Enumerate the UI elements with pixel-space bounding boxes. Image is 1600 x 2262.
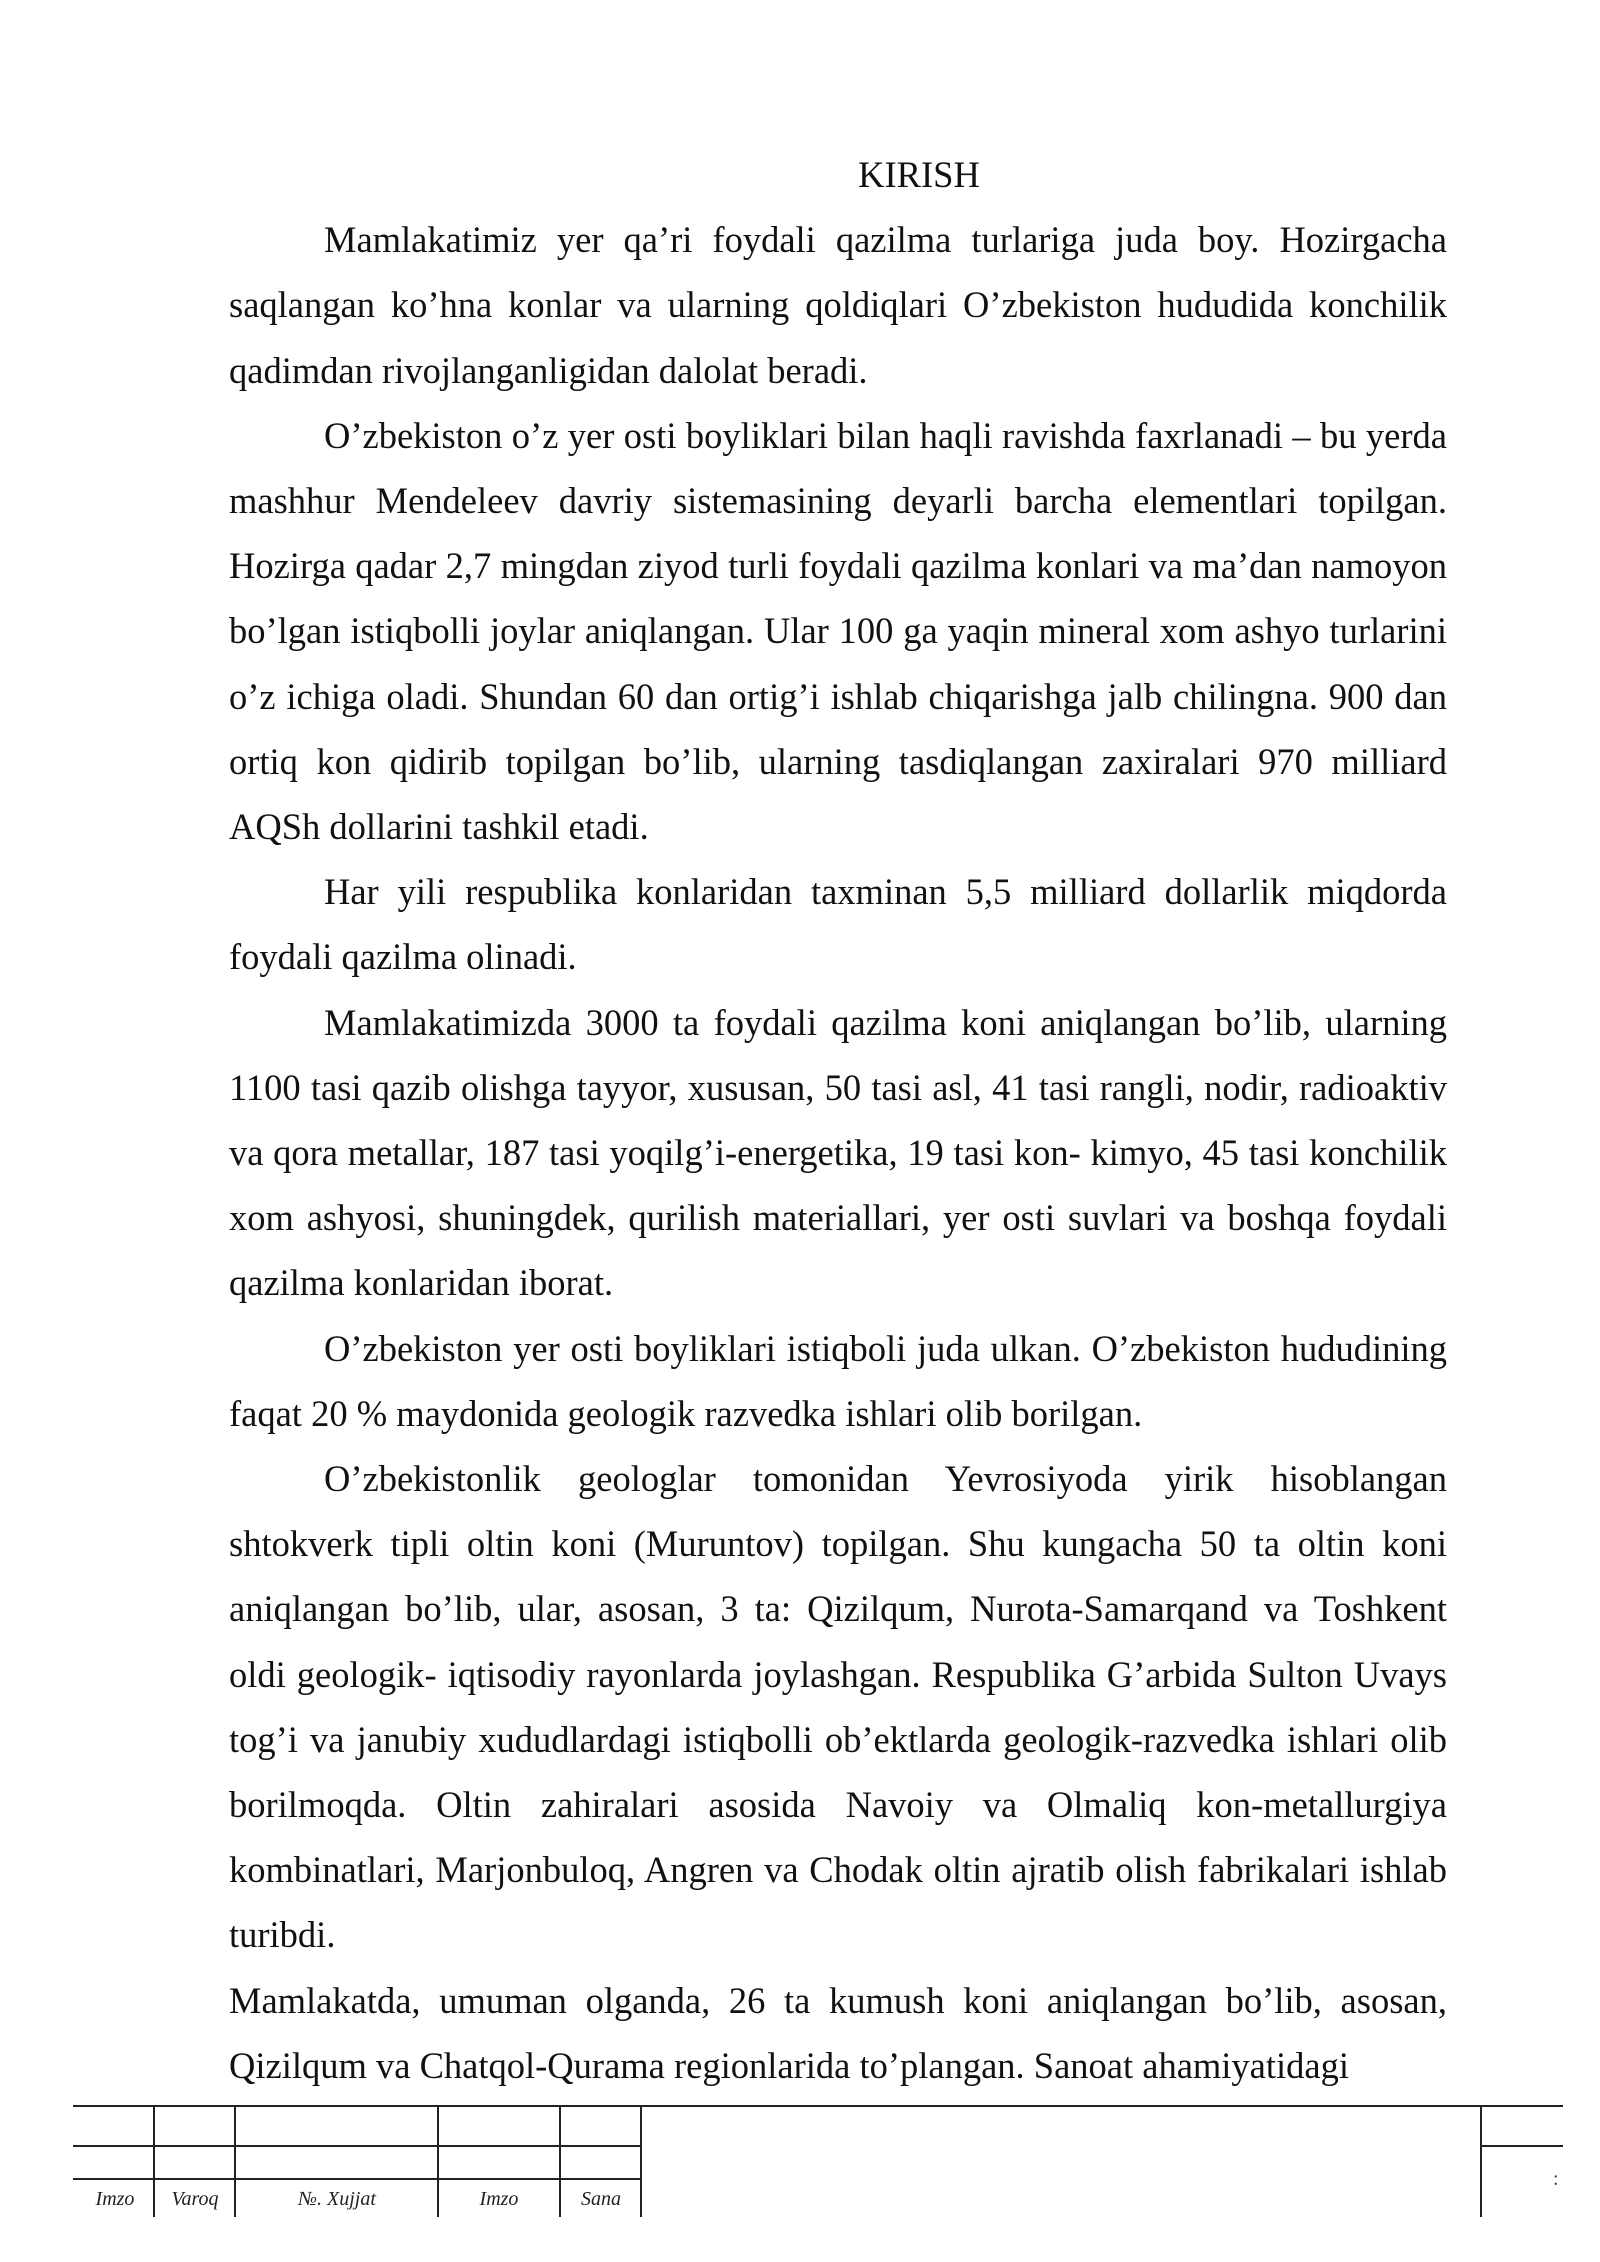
paragraph-1: Mamlakatimiz yer qa’ri foydali qazilma turlariga juda boy. Hozirgacha saqlangan ko’hna konlar va ularning qoldiqlari O’zbekiston hududida konchilik qadimdan rivojlanganligidan dalolat beradi. bbox=[229, 219, 1447, 391]
stamp-row-line-2 bbox=[73, 2178, 641, 2180]
stamp-col-line-2 bbox=[234, 2105, 236, 2217]
stamp-label-imzo: Imzo bbox=[95, 2188, 135, 2210]
paragraph-2: O’zbekiston o’z yer osti boyliklari bilan haqli ravishda faxrlanadi – bu yerda mashhur Mendeleev davriy sistemasining deyarli barcha elementlari topilgan. Hozirga qadar 2,7 mingdan ziyod turli foydali qazilma konlari va ma’dan namoyon bo’lgan istiqbolli joylar aniqlangan. Ular 100 ga yaqin mineral xom ashyo turlarini o’z ichiga oladi. Shundan 60 dan ortig’i ishlab chiqarishga jalb chilingna. 900 dan ortiq kon qidirib topilgan bo’lib, ularning tasdiqlangan zaxiralari 970 milliard AQSh dollarini tashkil etadi. bbox=[229, 414, 1447, 848]
document-body bbox=[229, 142, 1447, 2098]
stamp-label-varoq: Varoq bbox=[171, 2188, 219, 2210]
paragraph-4: Mamlakatimizda 3000 ta foydali qazilma koni aniqlangan bo’lib, ularning 1100 tasi qazib olishga tayyor, xususan, 50 tasi asl, 41 tasi rangli, nodir, radioaktiv va qora metallar, 187 tasi yoqilg’i-energetika, 19 tasi kon- kimyo, 45 tasi konchilik xom ashyosi, shuningdek, qurilish materiallari, yer osti suvlari va boshqa foydali qazilma konlaridan iborat. bbox=[229, 1001, 1447, 1304]
stamp-col-line-3 bbox=[437, 2105, 439, 2217]
stamp-col-line-4 bbox=[559, 2105, 561, 2217]
stamp-col-line-1 bbox=[153, 2105, 155, 2217]
page-title: KIRISH bbox=[858, 154, 980, 195]
stamp-row-line-1 bbox=[73, 2145, 641, 2147]
stamp-top-line bbox=[73, 2105, 1563, 2107]
stamp-label-sana: Sana bbox=[581, 2188, 621, 2210]
stamp-col-line-6 bbox=[1480, 2105, 1482, 2217]
paragraph-7: Mamlakatda, umuman olganda, 26 ta kumush koni aniqlangan bo’lib, asosan, Qizilqum va Chatqol-Qurama regionlarida to’plangan. Sanoat ahamiyatidagi bbox=[229, 1979, 1447, 2086]
paragraph-3: Har yili respublika konlaridan taxminan 5,5 milliard dollarlik miqdorda foydali qazilma olinadi. bbox=[229, 871, 1447, 978]
stamp-page-cell-line bbox=[1481, 2145, 1563, 2147]
stamp-label-hujjat: №. Xujjat bbox=[298, 2188, 376, 2210]
paragraph-6: O’zbekistonlik geologlar tomonidan Yevrosiyoda yirik hisoblangan shtokverk tipli oltin koni (Muruntov) topilgan. Shu kungacha 50 ta oltin koni aniqlangan bo’lib, ular, asosan, 3 ta: Qizilqum, Nurota-Samarqand va Toshkent oldi geologik- iqtisodiy rayonlarda joylashgan. Respublika G’arbida Sulton Uvays tog’i va janubiy xududlardagi istiqbolli ob’ektlarda geologik-razvedka ishlari olib borilmoqda. Oltin zahiralari asosida Navoiy va Olmaliq kon-metallurgiya kombinatlari, Marjonbuloq, Angren va Chodak oltin ajratib olish fabrikalari ishlab turibdi. bbox=[229, 1458, 1447, 1956]
paragraph-5: O’zbekiston yer osti boyliklari istiqboli juda ulkan. O’zbekiston hududining faqat 20 % maydonida geologik razvedka ishlari olib borilgan. bbox=[229, 1327, 1447, 1434]
stamp-label-imzo-2: Imzo bbox=[479, 2188, 519, 2210]
page-number: : bbox=[1553, 2168, 1559, 2190]
stamp-col-line-5 bbox=[640, 2105, 642, 2217]
